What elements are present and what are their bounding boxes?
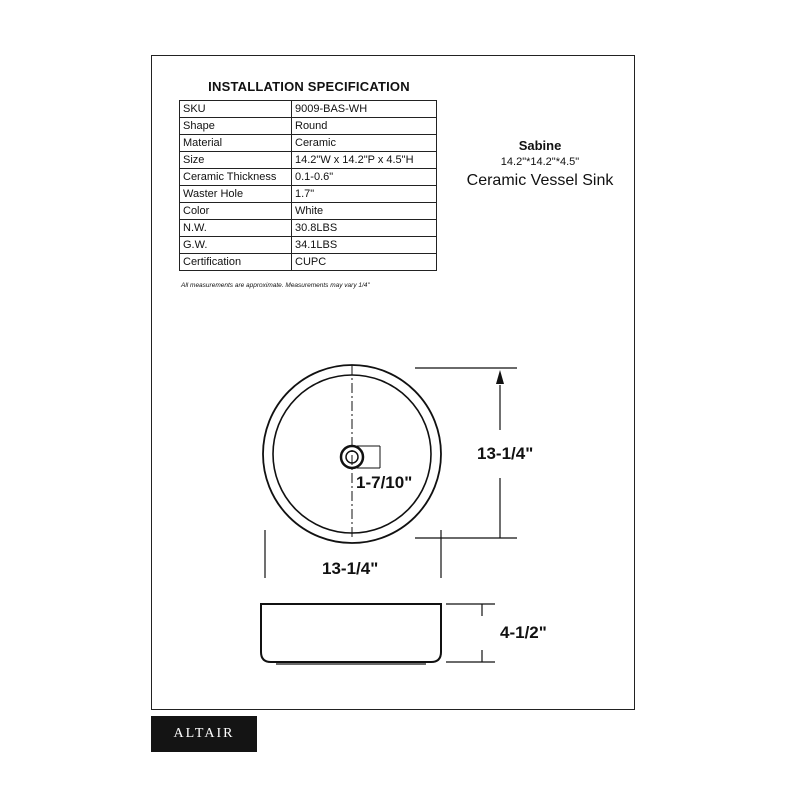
spec-value: White	[292, 203, 437, 220]
spec-key: Waster Hole	[180, 186, 292, 203]
spec-value: Ceramic	[292, 135, 437, 152]
product-size: 14.2"*14.2"*4.5"	[500, 156, 580, 168]
sink-side-view	[261, 604, 441, 662]
dimension-side-height-label: 4-1/2"	[500, 623, 547, 642]
spec-key: SKU	[180, 101, 292, 118]
dimension-height-label: 13-1/4"	[477, 444, 534, 463]
dimension-width-label: 13-1/4"	[322, 559, 379, 578]
spec-title: INSTALLATION SPECIFICATION	[208, 79, 410, 94]
spec-value: 14.2"W x 14.2"P x 4.5"H	[292, 152, 437, 169]
spec-key: Size	[180, 152, 292, 169]
spec-key: Ceramic Thickness	[180, 169, 292, 186]
spec-key: N.W.	[180, 220, 292, 237]
altair-logo: ALTAIR	[151, 716, 257, 752]
spec-value: 1.7"	[292, 186, 437, 203]
spec-value: 34.1LBS	[292, 237, 437, 254]
spec-key: Color	[180, 203, 292, 220]
spec-value: 0.1-0.6"	[292, 169, 437, 186]
spec-value: Round	[292, 118, 437, 135]
spec-key: Certification	[180, 254, 292, 271]
spec-key: Shape	[180, 118, 292, 135]
dimension-drain-label: 1-7/10"	[356, 473, 413, 492]
spec-key: Material	[180, 135, 292, 152]
measurement-note: All measurements are approximate. Measurements may vary 1/4"	[181, 282, 370, 289]
spec-key: G.W.	[180, 237, 292, 254]
product-name: Sabine	[518, 138, 562, 153]
spec-value: CUPC	[292, 254, 437, 271]
product-type: Ceramic Vessel Sink	[466, 172, 614, 189]
spec-value: 30.8LBS	[292, 220, 437, 237]
spec-value: 9009-BAS-WH	[292, 101, 437, 118]
